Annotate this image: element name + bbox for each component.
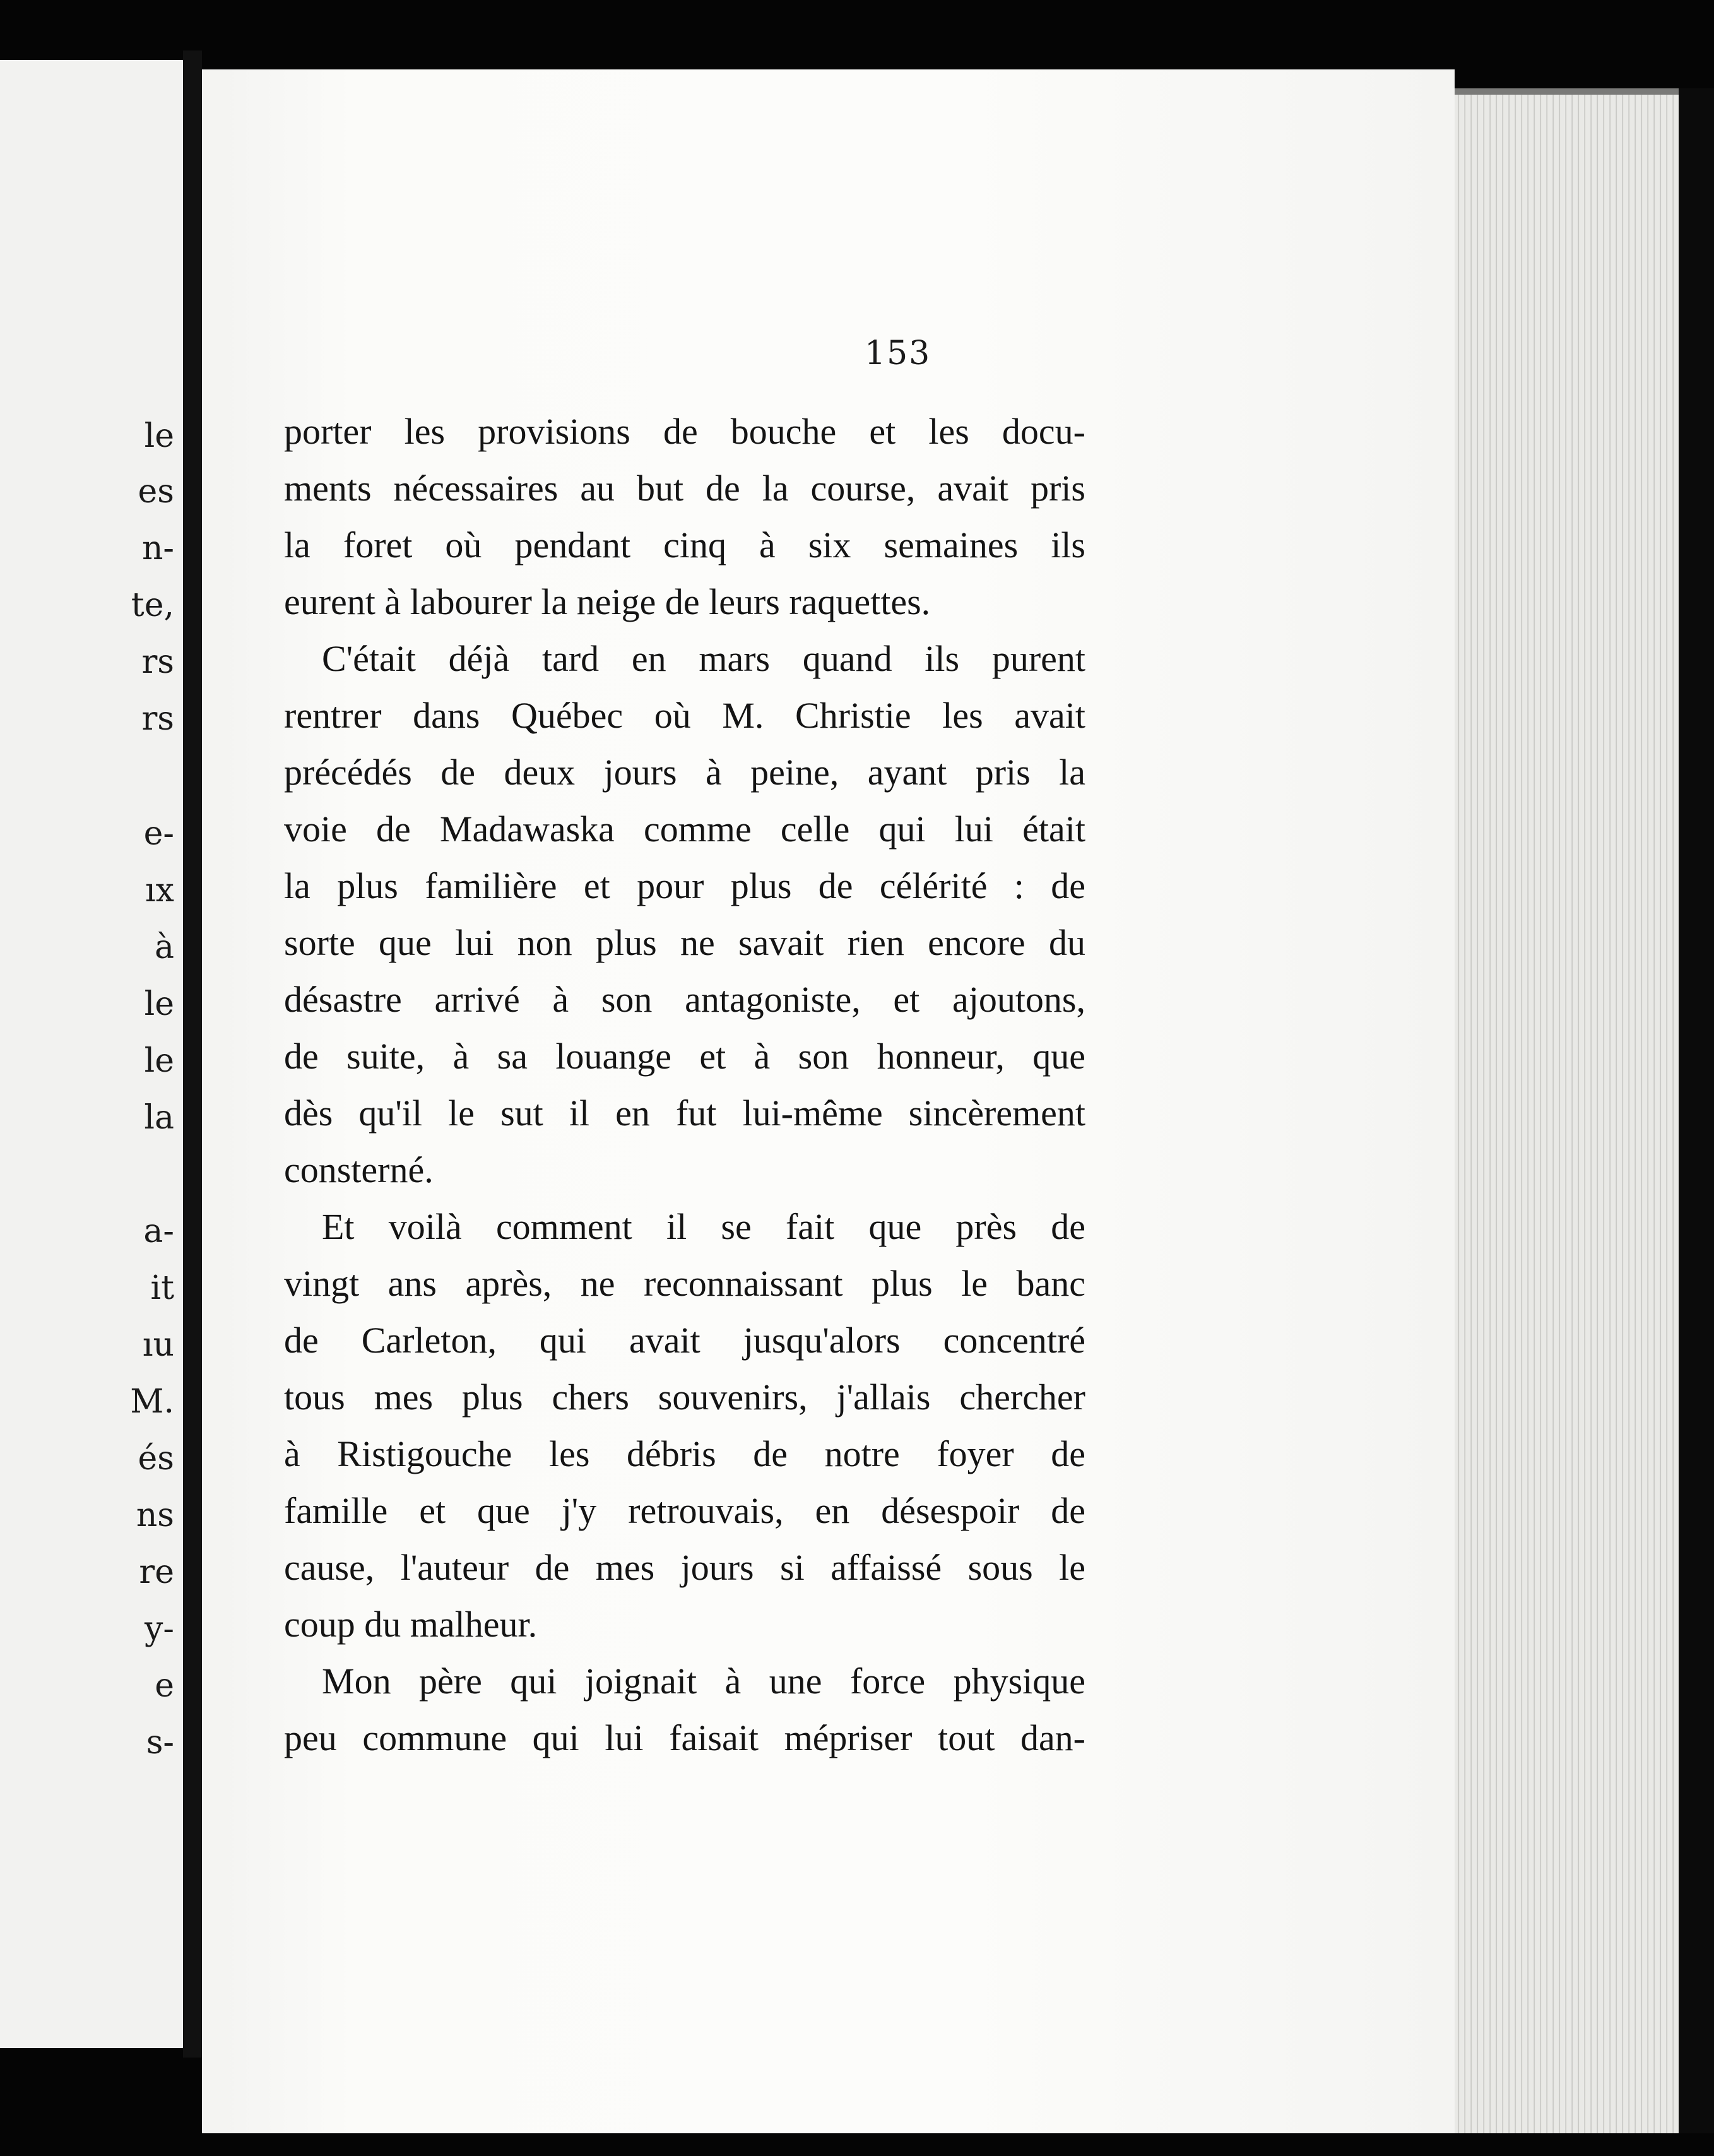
text-line: Mon père qui joignait à une force physique — [322, 1661, 1085, 1702]
left-fragment: re — [139, 1553, 174, 1591]
left-fragment: es — [138, 473, 174, 511]
text-line: rentrer dans Québec où M. Christie les avait — [284, 695, 1085, 736]
text-line: précédés de deux jours à peine, ayant pris la — [284, 752, 1085, 793]
left-fragment: M. — [130, 1383, 174, 1421]
left-page — [0, 60, 187, 2048]
text-line: voie de Madawaska comme celle qui lui était — [284, 808, 1085, 850]
left-fragment: le — [144, 417, 174, 455]
text-line: consterné. — [284, 1149, 434, 1190]
text-line: famille et que j'y retrouvais, en désespoir de — [284, 1490, 1085, 1531]
text-line: à Ristigouche les débris de notre foyer de — [284, 1433, 1085, 1474]
left-fragment: rs — [141, 700, 174, 738]
left-fragment: ıx — [145, 872, 174, 909]
text-line: dès qu'il le sut il en fut lui-même sincèrement — [284, 1093, 1085, 1134]
left-fragment: és — [138, 1440, 174, 1478]
text-line: coup du malheur. — [284, 1604, 538, 1645]
left-fragment: y- — [145, 1610, 174, 1648]
left-fragment: ns — [136, 1496, 174, 1534]
left-fragment: a- — [143, 1212, 174, 1250]
text-line: la foret où pendant cinq à six semaines ils — [284, 524, 1085, 566]
right-page — [202, 69, 1455, 2133]
bottom-shadow — [0, 2133, 1714, 2156]
text-line: vingt ans après, ne reconnaissant plus le banc — [284, 1263, 1085, 1304]
text-line: sorte que lui non plus ne savait rien encore du — [284, 922, 1085, 963]
text-line: cause, l'auteur de mes jours si affaissé sous le — [284, 1547, 1085, 1588]
left-fragment: e — [155, 1667, 174, 1705]
text-line: porter les provisions de bouche et les docu- — [284, 411, 1085, 452]
page-block-shadow — [1679, 88, 1714, 2156]
text-line: de suite, à sa louange et à son honneur, que — [284, 1036, 1085, 1077]
left-fragment: it — [150, 1269, 174, 1307]
text-line: la plus familière et pour plus de célérité : de — [284, 865, 1085, 906]
left-fragment: e- — [143, 815, 174, 853]
left-fragment: n- — [141, 530, 174, 567]
left-fragment: ıu — [142, 1326, 174, 1364]
left-fragment: te, — [131, 586, 174, 624]
text-line: de Carleton, qui avait jusqu'alors concentré — [284, 1320, 1085, 1361]
text-line: peu commune qui lui faisait mépriser tout dan- — [284, 1717, 1085, 1758]
left-fragment: rs — [141, 643, 174, 681]
left-fragment: à — [154, 928, 174, 966]
text-line: eurent à labourer la neige de leurs raquettes. — [284, 581, 931, 622]
left-fragment: s- — [146, 1724, 174, 1762]
book-gutter — [183, 50, 202, 2058]
text-line: désastre arrivé à son antagoniste, et ajoutons, — [284, 979, 1085, 1020]
text-line: ments nécessaires au but de la course, avait pris — [284, 468, 1085, 509]
left-fragment: le — [144, 985, 174, 1023]
text-line: C'était déjà tard en mars quand ils purent — [322, 638, 1085, 679]
text-line: Et voilà comment il se fait que près de — [322, 1206, 1085, 1247]
left-fragment: la — [144, 1099, 174, 1137]
text-line: tous mes plus chers souvenirs, j'allais chercher — [284, 1377, 1085, 1418]
left-fragment: le — [144, 1042, 174, 1080]
page-number: 153 — [865, 335, 931, 372]
page-block-edges — [1445, 95, 1681, 2156]
